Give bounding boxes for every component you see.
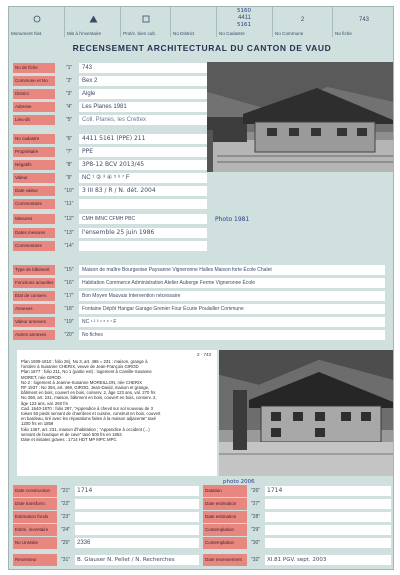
bottom-row-contemplation (203, 524, 391, 536)
row-label: Date estimation (203, 498, 247, 510)
row-autres-annexes (9, 329, 395, 341)
row-annexes (9, 303, 395, 315)
recenseur-code: "31" (61, 557, 71, 563)
notes-line: 1200 frs en 1859 (21, 421, 54, 427)
cadastre-value: 4411 (238, 15, 251, 21)
notes-line: No 2 : logement à Jeanne-Susanne MOREILLON, née CHERIX (21, 379, 143, 385)
photo-note: Photo 1981 (215, 216, 250, 223)
notes-line: Cad. 1640-1870 : folio 297, "Appendice à chevit sur sol nouveau de 3 (21, 405, 153, 411)
row-value: Coll. Planes, les Crettex (79, 115, 207, 125)
row-label: Datation (203, 485, 247, 497)
row-label: Date valeur (13, 186, 55, 196)
row-label: Valeur annexes (13, 317, 55, 327)
bottom-row-estim-inventaire (13, 524, 199, 536)
header-cell-inventaire (65, 7, 121, 37)
building-photo-1981 (207, 62, 393, 172)
row-code: "16" (64, 280, 74, 286)
row-fonctions (9, 277, 395, 289)
row-date-valeur (9, 185, 395, 197)
row-value (265, 538, 391, 548)
row-value: Aigle (79, 89, 207, 99)
header-label: No fiche (335, 31, 352, 36)
row-code: "26" (251, 488, 261, 494)
notes-line: âge 123 ans, val. 260 frs (21, 400, 69, 406)
row-code: "22" (61, 501, 71, 507)
row-code: "28" (251, 514, 261, 520)
row-mesures (9, 213, 395, 225)
row-code: "11" (64, 201, 74, 207)
row-code: "5" (65, 117, 73, 123)
row-value (79, 199, 207, 209)
row-code: "20" (64, 332, 74, 338)
row-label: District (13, 89, 55, 99)
bottom-row-transform (13, 498, 199, 510)
bottom-row-unsisite (13, 537, 199, 549)
header-cell-fiche (333, 7, 395, 37)
row-label: No Unsisite (13, 537, 57, 549)
row-valeur (9, 172, 395, 184)
row-label: Type de bâtiment (13, 265, 55, 275)
row-code: "14" (64, 243, 74, 249)
row-label: Adresse (13, 102, 55, 112)
notes-line: en bardeau, tiré avec les réparations faites à la maison adjacente" taxé (21, 416, 157, 422)
row-code: "27" (251, 501, 261, 507)
recenseur-row (13, 554, 391, 566)
row-value: No fiches (79, 330, 385, 340)
header-bar (9, 7, 395, 37)
inventory-card (8, 6, 394, 570)
bottom-row-date-estimation-2 (203, 511, 391, 523)
row-code: "1" (65, 65, 73, 71)
row-value (265, 512, 391, 522)
row-valeur-annexes (9, 316, 395, 328)
header-cell-district (171, 7, 217, 37)
notes-line: RF 1937 : No 394, art. 469, GIROD, Jean-David, maison et grange, (21, 385, 150, 391)
row-label: No cadastre (13, 134, 55, 144)
row-label: Mesures (13, 214, 55, 224)
row-value: 4411 5161 (PPE) 211 (79, 134, 207, 144)
photo2-caption: photo 2006 (223, 479, 255, 485)
row-label: Commune et No (13, 76, 55, 86)
notes-line: servant de boutique et de cave" taxé 500 frs en 1863 (21, 431, 122, 437)
row-label: Valeur (13, 173, 55, 183)
square-icon (142, 15, 150, 23)
row-value: 3 III 83 / R / N. dét. 2004 (79, 186, 207, 196)
row-commentaire (9, 198, 395, 210)
fiche-value: 743 (358, 17, 369, 23)
row-value: 1714 (265, 486, 391, 496)
row-value: Habitation Commerce Administration Atelier Auberge Ferme Vigneronne École (79, 278, 385, 288)
header-label: No Commune (275, 31, 304, 36)
row-code: "25" (61, 540, 71, 546)
row-code: "18" (64, 306, 74, 312)
row-code: "4" (65, 104, 73, 110)
row-code: "3" (65, 91, 73, 97)
row-code: "29" (251, 527, 261, 533)
row-value: Bex 2 (79, 76, 207, 86)
row-value: 743 (79, 63, 207, 73)
row-label: Dates mesures (13, 228, 55, 238)
row-code: "2" (65, 78, 73, 84)
row-label: Négatifs (13, 160, 55, 170)
notes-line: No 368, art. 231, maison, bâtiment en bois, couvert en bois, conserv. 2, (21, 395, 157, 401)
row-label: No de fiche (13, 63, 55, 73)
bottom-row-datation (203, 485, 391, 497)
row-label: Estimation fonds (13, 511, 57, 523)
row-value: 1714 (75, 486, 199, 496)
row-code: "9" (65, 175, 73, 181)
row-label: Date construction (13, 485, 57, 497)
header-label: Monument hist. (11, 31, 43, 36)
row-value: Maison de maître Bourgeoise Paysanne Vigneronne Halles Maison forte École Chalet (79, 265, 385, 275)
row-label: Commentaire (13, 199, 55, 209)
header-cell-protection (121, 7, 171, 37)
date-recensement-label: Date recensement (203, 554, 247, 566)
row-label: Contemplation (203, 537, 247, 549)
date-recensement-value: XI.81 PGV. sept. 2003 (265, 555, 391, 565)
date-recensement-code: "32" (251, 557, 261, 563)
commune-value: 2 (300, 17, 305, 23)
header-cell-monument (9, 7, 65, 37)
bottom-row-contemplation-2 (203, 537, 391, 549)
triangle-icon (89, 15, 98, 23)
notes-number: 2 · 743 (196, 352, 211, 357)
row-code: "10" (64, 188, 74, 194)
header-label: Mis à l'inventaire (67, 31, 102, 36)
row-code: "23" (61, 514, 71, 520)
row-value: l'ensemble 25 juin 1986 (79, 228, 207, 238)
row-value: CMH IMNC CFMH PBC (79, 214, 207, 224)
row-label: Contemplation (203, 524, 247, 536)
row-code: "30" (251, 540, 261, 546)
row-value: NC ¹ ² ³ ⁴ ⁵ ⁶ ⁷ F (79, 317, 385, 327)
row-value (75, 512, 199, 522)
notes-line: l'ontière à Susanne CHERIX, veuve de Jean-François GIROD (21, 364, 139, 370)
row-value: Les Planes 1981 (79, 102, 207, 112)
historical-notes (17, 350, 217, 476)
row-value: NC ¹ ② ³ ④ ⁵ ⁶ ⁷ F (79, 173, 207, 183)
row-code: "7" (65, 149, 73, 155)
notes-line: folio 1367, art. 231, maison d'habitation ; "Appendice à occident (...) (21, 426, 150, 432)
row-code: "19" (64, 319, 74, 325)
circle-icon (33, 15, 41, 23)
row-label: Lieu-dit (13, 115, 55, 125)
row-label: Commentaire (13, 241, 55, 251)
row-label: Estim. inventaire (13, 524, 57, 536)
notes-line: bâtiment en bois, couvert en bois, conserv. 2, âge 123 ans, val. 270 frs (21, 390, 156, 396)
row-code: "24" (61, 527, 71, 533)
row-code: "8" (65, 162, 73, 168)
header-cell-commune (273, 7, 333, 37)
header-label: No Cadastre (219, 31, 245, 36)
cadastre-note-top: 5160 (237, 8, 251, 14)
row-value: Bon Moyen Mauvais Intervention nécessaire (79, 291, 385, 301)
recenseur-value: B. Glauser N. Pellet / N. Recherches (75, 555, 199, 565)
row-label: Etat de conserv. (13, 291, 55, 301)
row-value (75, 499, 199, 509)
bottom-row-date-estimation (203, 498, 391, 510)
header-label: No District (173, 31, 195, 36)
row-code: "21" (61, 488, 71, 494)
row-value (79, 241, 207, 251)
row-commentaire-2 (9, 240, 395, 252)
bottom-row-estimation-fonds (13, 511, 199, 523)
row-type-batiment (9, 264, 395, 276)
row-code: "12" (64, 216, 74, 222)
header-cell-cadastre (217, 7, 273, 37)
row-label: Date transform. (13, 498, 57, 510)
row-label: Fonctions actuelles (13, 278, 55, 288)
row-etat (9, 290, 395, 302)
row-code: "13" (64, 230, 74, 236)
row-dates-mesures (9, 227, 395, 239)
notes-line: Date et initiales graves : 1714 HDT MP MPC MPC (21, 437, 117, 443)
row-label: Propriétaire (13, 147, 55, 157)
row-label: Annexes (13, 304, 55, 314)
building-photo-2006 (219, 350, 393, 476)
row-value: 3P8-12 BCV 2013/45 (79, 160, 207, 170)
notes-line: toises 50 pieds servant de chambres et cuisine, construit en bois, couvert (21, 411, 161, 417)
notes-line: Plan 1808-1810 ; folio 26), No 3, art. 496 = 231 : maison, grange à (21, 359, 148, 364)
row-value: PPE (79, 147, 207, 157)
row-code: "15" (64, 267, 74, 273)
cadastre-note-bottom: 5161 (237, 22, 251, 28)
recenseur-label: Recenseur (13, 554, 57, 566)
bottom-row-construction (13, 485, 199, 497)
row-value: Fontaine Dépôt Hangar Garage Grenier Four Écurie Poulailler Commune (79, 304, 385, 314)
row-label: Date estimation (203, 511, 247, 523)
row-value: 2336 (75, 538, 199, 548)
page-title: RECENSEMENT ARCHITECTURAL DU CANTON DE VAUD (72, 43, 332, 53)
header-label: Prot/c. bien cult. (123, 31, 156, 36)
row-code: "17" (64, 293, 74, 299)
row-label: Autres annexes (13, 330, 55, 340)
row-value (75, 525, 199, 535)
notes-line: Plan 1877 : folio 211, No 1 (partie est) : logement à Camille-Susanne (21, 369, 152, 375)
row-code: "6" (65, 136, 73, 142)
row-value (265, 499, 391, 509)
notes-line: MORET, née GIROD (21, 374, 61, 380)
row-value (265, 525, 391, 535)
